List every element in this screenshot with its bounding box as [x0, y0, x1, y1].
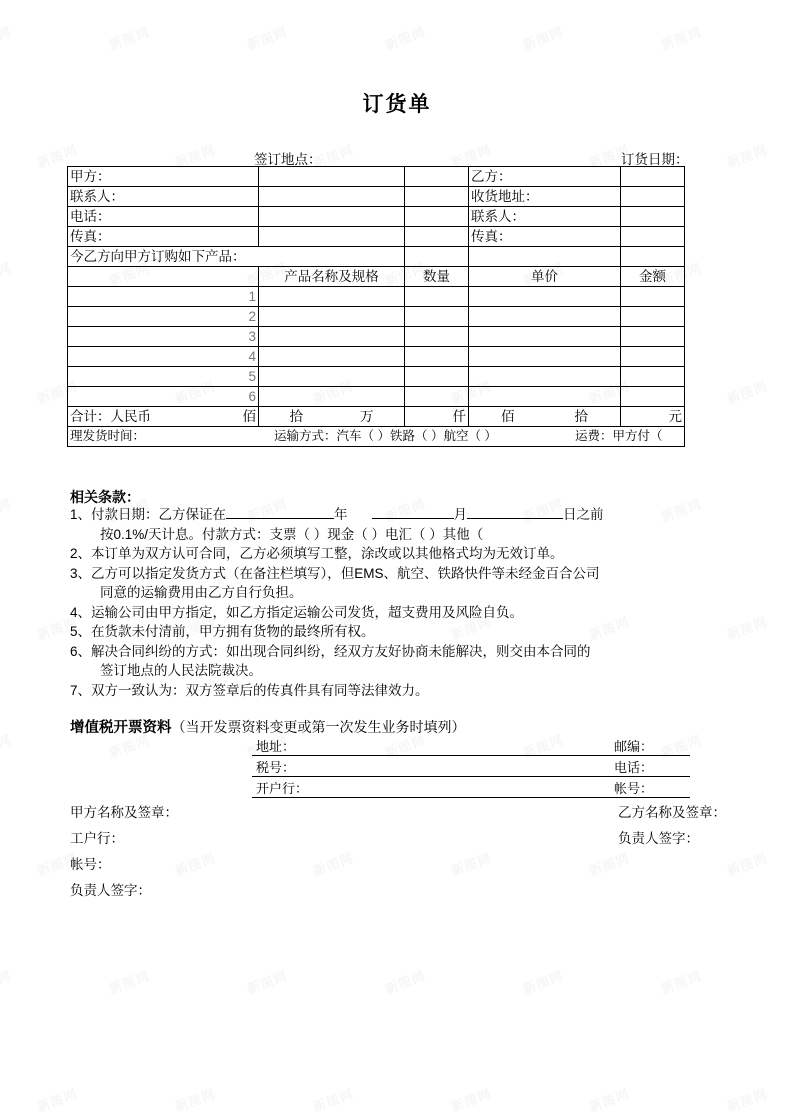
table-row-party-0: [68, 167, 685, 187]
vat-postcode-label[interactable]: 邮编：: [614, 739, 654, 754]
term-6-text: 解决合同纠纷的方式：如出现合同纠纷，经双方友好协商未能解决，则交由本合同的: [91, 643, 591, 659]
col-header-name-spec: 产品名称及规格: [259, 267, 405, 287]
watermark-text: [34, 1083, 80, 1115]
party-left-value-2[interactable]: [259, 207, 405, 227]
product-index-3: 4: [68, 347, 259, 367]
party-left-value-0[interactable]: [259, 167, 405, 187]
party-left-value-3[interactable]: [259, 227, 405, 247]
product-unit-price-1[interactable]: [469, 307, 621, 327]
term-4-text: 运输公司由甲方指定，如乙方指定运输公司发货，超支费用及风险自负。: [91, 604, 524, 620]
term-7-text: 双方一致认为：双方签章后的传真件具有同等法律效力。: [91, 682, 429, 698]
total-label-cell: [68, 407, 259, 427]
party-right-value-2[interactable]: [621, 207, 685, 227]
shipping-cell: [68, 427, 685, 447]
vat-title-note: （当开发票资料变更或第一次发生业务时填列）: [171, 719, 466, 735]
transport-mode-label[interactable]: 运输方式：汽车（ ）铁路（ ）航空（ ）: [274, 428, 497, 443]
delivery-time-label[interactable]: 理发货时间：: [70, 428, 146, 443]
product-quantity-3[interactable]: [405, 347, 469, 367]
term-item-1-sub: 按0.1%/天计息。付款方式：支票（ ）现金（ ）电汇（ ）其他（: [100, 526, 484, 542]
party-right-label-3[interactable]: 传真：: [469, 227, 621, 247]
term-7-no: 7、: [70, 682, 92, 698]
total-shi-wan-cell: [259, 407, 405, 427]
product-name-spec-1[interactable]: [259, 307, 405, 327]
product-name-spec-0[interactable]: [259, 287, 405, 307]
watermark-text: [448, 1083, 494, 1115]
signature-row-3: [70, 878, 794, 904]
product-quantity-5[interactable]: [405, 387, 469, 407]
product-unit-price-4[interactable]: [469, 367, 621, 387]
watermark-text: [586, 1083, 632, 1115]
term-1-no: 1、: [70, 507, 92, 522]
table-header-labels: [67, 148, 689, 167]
product-amount-0[interactable]: [621, 287, 685, 307]
product-unit-price-3[interactable]: [469, 347, 621, 367]
total-unit-shi-1: 拾: [289, 409, 303, 424]
term-4-no: 4、: [70, 604, 92, 620]
term-1-text-b: 年: [334, 507, 348, 522]
vat-row-2: [252, 777, 690, 798]
page-title: 订货单: [362, 93, 432, 116]
order-intro-label: 今乙方向甲方订购如下产品：: [68, 247, 405, 267]
vat-row-1: [252, 756, 690, 777]
term-item-3: [70, 564, 770, 584]
term-1-month-blank[interactable]: [372, 505, 454, 519]
product-amount-1[interactable]: [621, 307, 685, 327]
term-1-text-c: 月: [453, 507, 468, 522]
product-quantity-4[interactable]: [405, 367, 469, 387]
vat-bank-label[interactable]: 开户行：: [256, 781, 309, 796]
term-1-year-blank[interactable]: [226, 505, 334, 519]
party-a-account-label[interactable]: 帐号：: [70, 857, 111, 872]
party-left-label-3[interactable]: 传真：: [68, 227, 259, 247]
term-5-text: 在货款未付清前，甲方拥有货物的最终所有权。: [91, 624, 375, 639]
product-unit-price-5[interactable]: [469, 387, 621, 407]
party-left-extra-0[interactable]: [405, 167, 469, 187]
party-right-label-2[interactable]: 联系人：: [469, 207, 621, 227]
party-left-label-2[interactable]: 电话：: [68, 207, 259, 227]
table-row-product: [68, 387, 685, 407]
term-item-2: [70, 544, 770, 564]
total-unit-wan: 万: [360, 409, 374, 424]
term-item-4: [70, 603, 770, 623]
terms-title: 相关条款：: [70, 489, 140, 505]
product-amount-5[interactable]: [621, 387, 685, 407]
intro-blank-1[interactable]: [405, 247, 469, 267]
party-right-value-0[interactable]: [621, 167, 685, 187]
product-unit-price-0[interactable]: [469, 287, 621, 307]
term-1-text-a: 付款日期：乙方保证在: [91, 507, 227, 522]
total-unit-qian: 仟: [405, 407, 469, 427]
total-unit-bai-2: 佰: [501, 409, 515, 424]
watermark-text: [172, 1083, 218, 1115]
table-row-product: [68, 327, 685, 347]
vat-section-title: [70, 716, 466, 737]
table-row-party-3: [68, 227, 685, 247]
product-name-spec-2[interactable]: [259, 327, 405, 347]
party-right-value-1[interactable]: [621, 187, 685, 207]
product-amount-2[interactable]: [621, 327, 685, 347]
party-left-extra-3[interactable]: [405, 227, 469, 247]
order-date-label: 订货日期：: [621, 152, 689, 167]
vat-tax-id-label[interactable]: 税号：: [256, 760, 296, 775]
signature-row-0: [70, 800, 794, 826]
product-index-5: 6: [68, 387, 259, 407]
col-header-index: [68, 267, 259, 287]
party-a-signer-label[interactable]: 负责人签字：: [70, 883, 151, 898]
product-quantity-0[interactable]: [405, 287, 469, 307]
term-5-no: 5、: [70, 624, 92, 639]
vat-phone-label[interactable]: 电话：: [614, 760, 654, 775]
freight-payer-label[interactable]: 运费：甲方付（: [575, 428, 663, 443]
table-row-total: [68, 407, 685, 427]
signature-row-1: [70, 826, 794, 852]
party-left-extra-2[interactable]: [405, 207, 469, 227]
signature-section: [70, 800, 794, 904]
product-quantity-2[interactable]: [405, 327, 469, 347]
vat-address-label[interactable]: 地址：: [256, 739, 296, 754]
term-1-text-d: 日之前: [563, 507, 604, 522]
term-3-no: 3、: [70, 565, 92, 581]
product-unit-price-2[interactable]: [469, 327, 621, 347]
vat-account-label[interactable]: 帐号：: [614, 781, 654, 796]
party-right-value-3[interactable]: [621, 227, 685, 247]
product-index-1: 2: [68, 307, 259, 327]
table-row-product: [68, 347, 685, 367]
table-row-intro: [68, 247, 685, 267]
total-unit-bai-1: 佰: [242, 409, 256, 424]
col-header-unit-price: 单价: [469, 267, 621, 287]
total-unit-yuan: 元: [621, 407, 685, 427]
product-quantity-1[interactable]: [405, 307, 469, 327]
total-bai-shi-cell: [469, 407, 621, 427]
party-a-bank-label[interactable]: 工户行：: [70, 831, 124, 846]
order-form-table: [67, 166, 685, 447]
term-item-3-sub: 同意的运输费用由乙方自行负担。: [100, 585, 303, 600]
sign-place-label: 签订地点：: [254, 152, 322, 167]
vat-row-0: [252, 735, 690, 756]
table-row-party-1: [68, 187, 685, 207]
col-header-amount: 金额: [621, 267, 685, 287]
total-unit-shi-2: 拾: [574, 409, 588, 424]
term-item-7: [70, 681, 770, 701]
product-index-4: 5: [68, 367, 259, 387]
col-header-quantity: 数量: [405, 267, 469, 287]
intro-blank-3[interactable]: [621, 247, 685, 267]
product-name-spec-5[interactable]: [259, 387, 405, 407]
vat-info-table: [252, 735, 690, 798]
table-row-product-header: [68, 267, 685, 287]
intro-blank-2[interactable]: [469, 247, 621, 267]
term-item-1: [70, 505, 770, 525]
product-index-2: 3: [68, 327, 259, 347]
term-1-day-blank[interactable]: [467, 505, 563, 519]
party-left-label-0[interactable]: 甲方：: [68, 167, 259, 187]
party-left-label-1[interactable]: 联系人：: [68, 187, 259, 207]
party-b-name-seal-label[interactable]: 乙方名称及签章：: [618, 805, 726, 820]
term-item-6-sub: 签订地点的人民法院裁决。: [100, 663, 262, 678]
party-left-extra-1[interactable]: [405, 187, 469, 207]
product-amount-3[interactable]: [621, 347, 685, 367]
term-2-text: 本订单为双方认可合同，乙方必须填写工整，涂改或以其他格式均为无效订单。: [91, 546, 564, 561]
table-row-party-2: [68, 207, 685, 227]
signature-row-2: [70, 852, 794, 878]
term-2-no: 2、: [70, 546, 92, 561]
table-row-product: [68, 367, 685, 387]
party-right-label-0[interactable]: 乙方：: [469, 167, 621, 187]
total-label: 合计：人民币: [70, 409, 151, 424]
vat-title-bold: 增值税开票资料: [70, 720, 172, 736]
table-row-product: [68, 307, 685, 327]
party-a-name-seal-label[interactable]: 甲方名称及签章：: [70, 805, 178, 820]
product-name-spec-3[interactable]: [259, 347, 405, 367]
term-item-5: [70, 622, 770, 642]
product-name-spec-4[interactable]: [259, 367, 405, 387]
watermark-text: [310, 1083, 356, 1115]
terms-list: [70, 505, 770, 700]
table-row-shipping: [68, 427, 685, 447]
term-3-text: 乙方可以指定发货方式（在备注栏填写），但EMS、航空、铁路快件等未经金百合公司: [91, 565, 600, 581]
table-row-product: [68, 287, 685, 307]
party-right-label-1[interactable]: 收货地址：: [469, 187, 621, 207]
watermark-text: [724, 1083, 770, 1115]
product-index-0: 1: [68, 287, 259, 307]
party-b-signer-label[interactable]: 负责人签字：: [618, 831, 699, 846]
term-6-no: 6、: [70, 643, 92, 659]
term-item-6: [70, 642, 770, 662]
product-amount-4[interactable]: [621, 367, 685, 387]
party-left-value-1[interactable]: [259, 187, 405, 207]
